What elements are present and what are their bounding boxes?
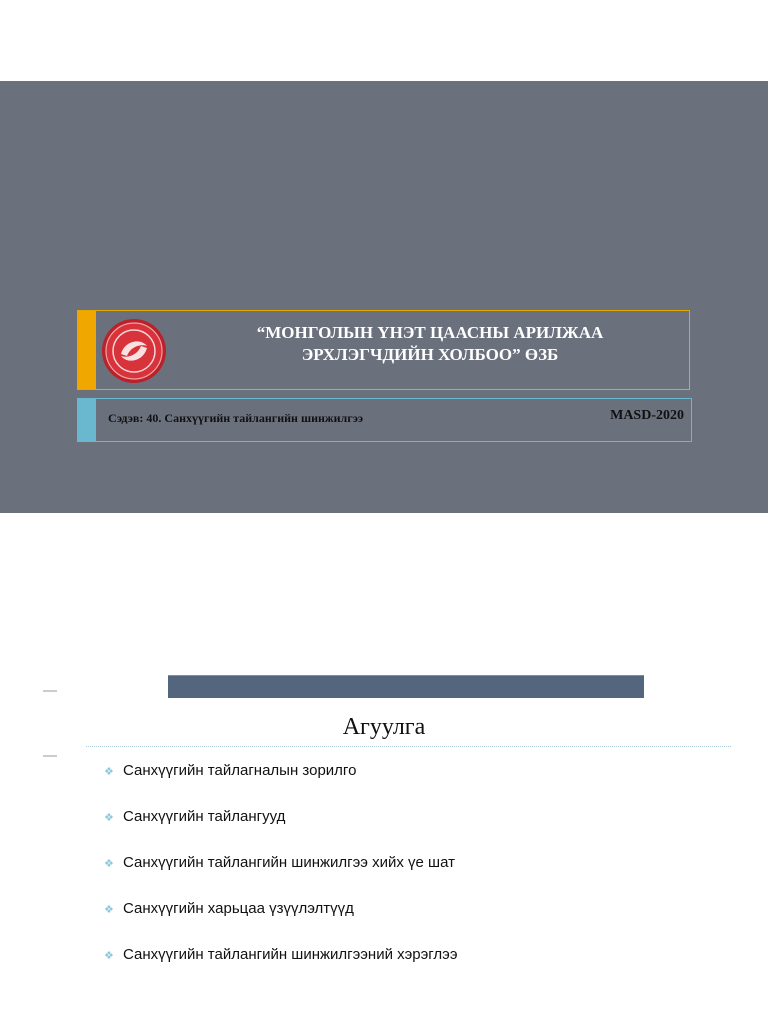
- diamond-bullet-icon: ❖: [104, 950, 114, 962]
- diamond-bullet-icon: ❖: [104, 904, 114, 916]
- title-accent-bar: [78, 311, 96, 389]
- contents-heading: Агуулга: [342, 714, 426, 740]
- title-line-2: ЭРХЛЭГЧДИЙН ХОЛБОО” ӨЗБ: [301, 345, 559, 364]
- list-item-text: Санхүүгийн тайлагналын зорилго: [123, 762, 357, 779]
- list-item: [104, 762, 356, 779]
- title-slide: [0, 81, 768, 513]
- list-item: [104, 900, 354, 917]
- subtitle-accent-bar: [78, 399, 96, 441]
- dotted-divider: [86, 746, 731, 747]
- list-item: [104, 946, 458, 963]
- association-seal-icon: [101, 318, 167, 384]
- list-item-text: Санхүүгийн тайлангийн шинжилгээний хэрэглээ: [123, 946, 458, 963]
- decorative-line: [43, 690, 57, 692]
- title-line-1: “МОНГОЛЫН ҮНЭТ ЦААСНЫ АРИЛЖАА: [256, 323, 604, 342]
- header-bar: [168, 675, 644, 698]
- diamond-bullet-icon: ❖: [104, 766, 114, 778]
- list-item-text: Санхүүгийн харьцаа үзүүлэлтүүд: [123, 900, 354, 917]
- diamond-bullet-icon: ❖: [104, 858, 114, 870]
- list-item: [104, 808, 285, 825]
- list-item-text: Санхүүгийн тайлангийн шинжилгээ хийх үе шат: [123, 854, 455, 871]
- decorative-line: [43, 755, 57, 757]
- list-item-text: Санхүүгийн тайлангууд: [123, 808, 286, 825]
- document-code: MASD-2020: [610, 408, 684, 423]
- diamond-bullet-icon: ❖: [104, 812, 114, 824]
- topic-subtitle: Сэдэв: 40. Санхүүгийн тайлангийн шинжилгээ: [108, 411, 364, 425]
- list-item: [104, 854, 455, 871]
- organization-title: [180, 322, 680, 366]
